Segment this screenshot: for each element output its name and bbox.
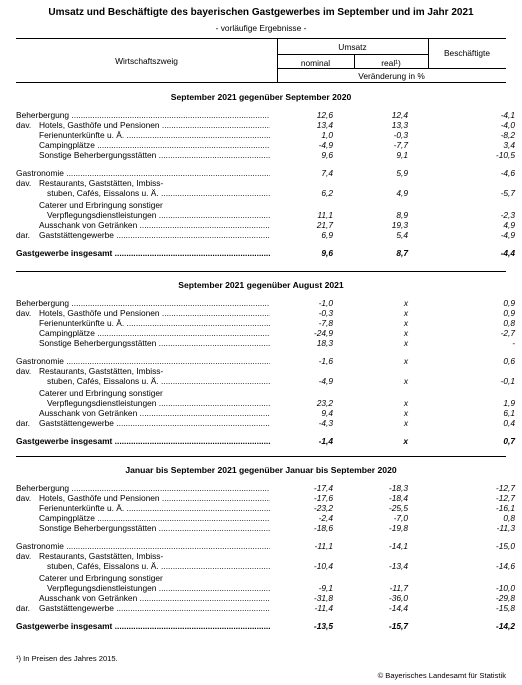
cell-real: -7,0 [393,513,408,523]
cell-real: 19,3 [391,220,408,230]
row-label: Gaststättengewerbe ..... [39,603,270,613]
row-label: Verpflegungsdienstleistungen ..... [47,398,270,408]
cell-real: -18,4 [388,493,408,503]
table-row [16,493,515,503]
table-row [16,248,515,258]
row-prefix: dar. [16,603,30,613]
row-label: stuben, Cafés, Eissalons u. Ä. ..... [47,376,270,386]
cell-besch: -4,9 [500,230,515,240]
cell-besch: -12,7 [495,483,515,493]
cell-nominal: -11,4 [314,603,333,613]
cell-real: 13,3 [391,120,408,130]
row-label: Restaurants, Gaststätten, Imbiss- [39,366,164,376]
section-separator [16,456,506,457]
cell-real: x [403,398,408,408]
cell-besch: -14,2 [495,621,515,631]
cell-besch: -8,2 [500,130,515,140]
row-label: Hotels, Gasthöfe und Pensionen ..... [39,120,270,130]
table-row [16,573,506,583]
cell-real: 8,7 [396,248,408,258]
table-row [16,130,515,140]
table-row [16,551,506,561]
cell-nominal: -24,9 [313,328,333,338]
table-row [16,436,515,446]
cell-nominal: -4,9 [318,376,333,386]
header-nominal-rule [277,68,506,69]
table-row [16,230,515,240]
cell-real: x [403,356,408,366]
cell-real: 4,9 [396,188,408,198]
row-label: Caterer und Erbringung sonstiger [39,388,163,398]
table-row [16,388,506,398]
cell-nominal: -23,2 [313,503,333,513]
table-row [16,308,515,318]
row-prefix: dar. [16,230,30,240]
cell-besch: -15,8 [495,603,515,613]
table-row [16,376,515,386]
row-prefix: dav. [16,308,32,318]
cell-real: x [403,338,408,348]
row-label: Restaurants, Gaststätten, Imbiss- [39,178,164,188]
cell-nominal: -1,0 [318,298,333,308]
cell-real: -25,5 [388,503,408,513]
cell-besch: -4,6 [500,168,515,178]
table-row [16,356,515,366]
cell-nominal: 12,6 [316,110,333,120]
row-label: Campingplätze ..... [39,140,270,150]
cell-besch: -10,5 [495,150,515,160]
table-row [16,503,515,513]
cell-besch: 0,8 [503,318,515,328]
table-subtitle: - vorläufige Ergebnisse - [215,23,307,33]
table-row [16,168,515,178]
table-row [16,200,506,210]
header-wirtschaftszweig: Wirtschaftszweig [115,56,178,66]
header-veraenderung: Veränderung in % [358,71,425,81]
cell-besch: -12,7 [495,493,515,503]
cell-real: -36,0 [388,593,408,603]
table-row [16,603,515,613]
cell-besch: -2,3 [500,210,515,220]
cell-real: 8,9 [396,210,408,220]
header-umsatz-rule [277,54,428,55]
cell-real: x [403,318,408,328]
row-label: Beherbergung ..... [16,110,270,120]
row-prefix: dar. [16,418,30,428]
cell-real: 5,4 [396,230,408,240]
cell-real: -11,7 [389,583,408,593]
row-label: Gastronomie ..... [16,168,270,178]
table-row [16,150,515,160]
cell-real: x [403,298,408,308]
cell-nominal: -0,3 [318,308,333,318]
cell-nominal: -4,9 [318,140,333,150]
row-label: Gastgewerbe insgesamt ..... [16,436,270,446]
cell-nominal: 9,4 [321,408,333,418]
row-label: Hotels, Gasthöfe und Pensionen ..... [39,493,270,503]
table-row [16,418,515,428]
table-row [16,338,515,348]
table-row [16,210,515,220]
cell-nominal: 9,6 [321,150,333,160]
cell-besch: 0,8 [503,513,515,523]
cell-besch: -16,1 [495,503,515,513]
cell-besch: -11,3 [496,523,515,533]
cell-nominal: -7,8 [318,318,333,328]
cell-real: x [403,436,408,446]
table-row [16,318,515,328]
row-label: Gastgewerbe insgesamt ..... [16,621,270,631]
row-prefix: dav. [16,120,32,130]
row-label: Sonstige Beherbergungsstätten ..... [39,338,270,348]
cell-besch: -14,6 [495,561,515,571]
footnote: ¹) In Preisen des Jahres 2015. [16,654,118,663]
cell-besch: 0,6 [503,356,515,366]
cell-besch: 4,9 [503,220,515,230]
row-label: Gaststättengewerbe ..... [39,230,270,240]
row-label: Ferienunterkünfte u. Ä. ..... [39,130,270,140]
table-row [16,621,515,631]
section-title: Januar bis September 2021 gegenüber Januar bis September 2020 [125,465,397,475]
table-row [16,398,515,408]
row-label: stuben, Cafés, Eissalons u. Ä. ..... [47,561,270,571]
cell-nominal: 18,3 [316,338,333,348]
cell-besch: 1,9 [503,398,515,408]
cell-real: -15,7 [388,621,408,631]
row-label: Ferienunterkünfte u. Ä. ..... [39,318,270,328]
row-label: stuben, Cafés, Eissalons u. Ä. ..... [47,188,270,198]
cell-nominal: 1,0 [321,130,333,140]
header-top-rule [16,38,506,39]
cell-besch: 0,9 [503,308,515,318]
cell-real: -18,3 [388,483,408,493]
cell-besch: -10,0 [495,583,515,593]
table-title: Umsatz und Beschäftigte des bayerischen Gastgewerbes im September und im Jahr 2021 [48,7,474,18]
cell-nominal: 11,1 [317,210,333,220]
cell-besch: - [512,338,515,348]
row-label: Gastgewerbe insgesamt ..... [16,248,270,258]
cell-real: -14,1 [388,541,408,551]
cell-nominal: -4,3 [318,418,333,428]
row-prefix: dav. [16,551,32,561]
cell-besch: -5,7 [500,188,515,198]
cell-nominal: -18,6 [313,523,333,533]
section-separator [16,271,506,272]
table-row [16,523,515,533]
row-label: Ausschank von Getränken ..... [39,220,270,230]
cell-real: 5,9 [396,168,408,178]
header-nominal: nominal [300,58,331,68]
cell-besch: 0,4 [503,418,515,428]
cell-besch: -29,8 [495,593,515,603]
row-label: Ausschank von Getränken ..... [39,593,270,603]
row-prefix: dav. [16,366,32,376]
cell-nominal: 6,9 [321,230,333,240]
table-row [16,583,515,593]
cell-real: -14,4 [388,603,408,613]
section-title: September 2021 gegenüber September 2020 [170,92,352,102]
cell-besch: -0,1 [500,376,515,386]
cell-nominal: 7,4 [321,168,333,178]
cell-real: -13,4 [388,561,408,571]
row-prefix: dav. [16,178,32,188]
cell-nominal: 21,7 [316,220,333,230]
table-row [16,110,515,120]
cell-nominal: 23,2 [316,398,333,408]
row-label: Verpflegungsdienstleistungen ..... [47,583,270,593]
row-label: Beherbergung ..... [16,483,270,493]
cell-besch: 0,7 [503,436,515,446]
cell-real: 9,1 [396,150,408,160]
copyright: © Bayerisches Landesamt für Statistik [377,671,506,680]
table-row [16,140,515,150]
row-label: Sonstige Beherbergungsstätten ..... [39,523,270,533]
table-row [16,298,515,308]
cell-besch: -4,1 [500,110,515,120]
table-row [16,593,515,603]
row-label: Gastronomie ..... [16,541,270,551]
table-row [16,483,515,493]
cell-real: 12,4 [391,110,408,120]
row-label: Ferienunterkünfte u. Ä. ..... [39,503,270,513]
cell-besch: -15,0 [495,541,515,551]
cell-nominal: -17,4 [313,483,333,493]
cell-nominal: -10,4 [313,561,333,571]
cell-nominal: -9,1 [318,583,333,593]
cell-nominal: -1,6 [318,356,333,366]
cell-nominal: 9,6 [321,248,333,258]
row-label: Campingplätze ..... [39,513,270,523]
section-title: September 2021 gegenüber August 2021 [178,280,344,290]
header-umsatz: Umsatz [338,42,367,52]
table-row [16,408,515,418]
cell-nominal: 13,4 [316,120,333,130]
table-row [16,561,515,571]
row-label: Campingplätze ..... [39,328,270,338]
row-label: Caterer und Erbringung sonstiger [39,573,163,583]
cell-real: x [403,408,408,418]
cell-nominal: -13,5 [313,621,333,631]
table-row [16,188,515,198]
row-label: Hotels, Gasthöfe und Pensionen ..... [39,308,270,318]
cell-besch: 6,1 [503,408,515,418]
cell-besch: 3,4 [503,140,515,150]
cell-nominal: -1,4 [318,436,333,446]
row-label: Gaststättengewerbe ..... [39,418,270,428]
cell-besch: -4,4 [500,248,515,258]
cell-real: -0,3 [393,130,408,140]
cell-real: x [403,308,408,318]
table-row [16,541,515,551]
cell-besch: -4,0 [500,120,515,130]
row-label: Gastronomie ..... [16,356,270,366]
header-real: real¹) [381,58,401,68]
row-prefix: dav. [16,493,32,503]
table-row [16,220,515,230]
table-row [16,178,506,188]
table-row [16,513,515,523]
table-row [16,120,515,130]
cell-real: x [403,376,408,386]
header-beschaeftigte: Beschäftigte [443,48,491,58]
cell-besch: -2,7 [500,328,515,338]
row-label: Beherbergung ..... [16,298,270,308]
row-label: Caterer und Erbringung sonstiger [39,200,163,210]
cell-nominal: -2,4 [318,513,333,523]
row-label: Ausschank von Getränken ..... [39,408,270,418]
cell-real: x [403,418,408,428]
cell-nominal: 6,2 [321,188,333,198]
cell-nominal: -31,8 [313,593,333,603]
cell-nominal: -11,1 [314,541,333,551]
cell-real: -7,7 [393,140,408,150]
row-label: Verpflegungsdienstleistungen ..... [47,210,270,220]
table-row [16,328,515,338]
cell-besch: 0,9 [503,298,515,308]
row-label: Restaurants, Gaststätten, Imbiss- [39,551,164,561]
header-bottom-rule [16,82,506,83]
table-row [16,366,506,376]
cell-real: x [403,328,408,338]
cell-nominal: -17,6 [313,493,333,503]
cell-real: -19,8 [388,523,408,533]
row-label: Sonstige Beherbergungsstätten ..... [39,150,270,160]
